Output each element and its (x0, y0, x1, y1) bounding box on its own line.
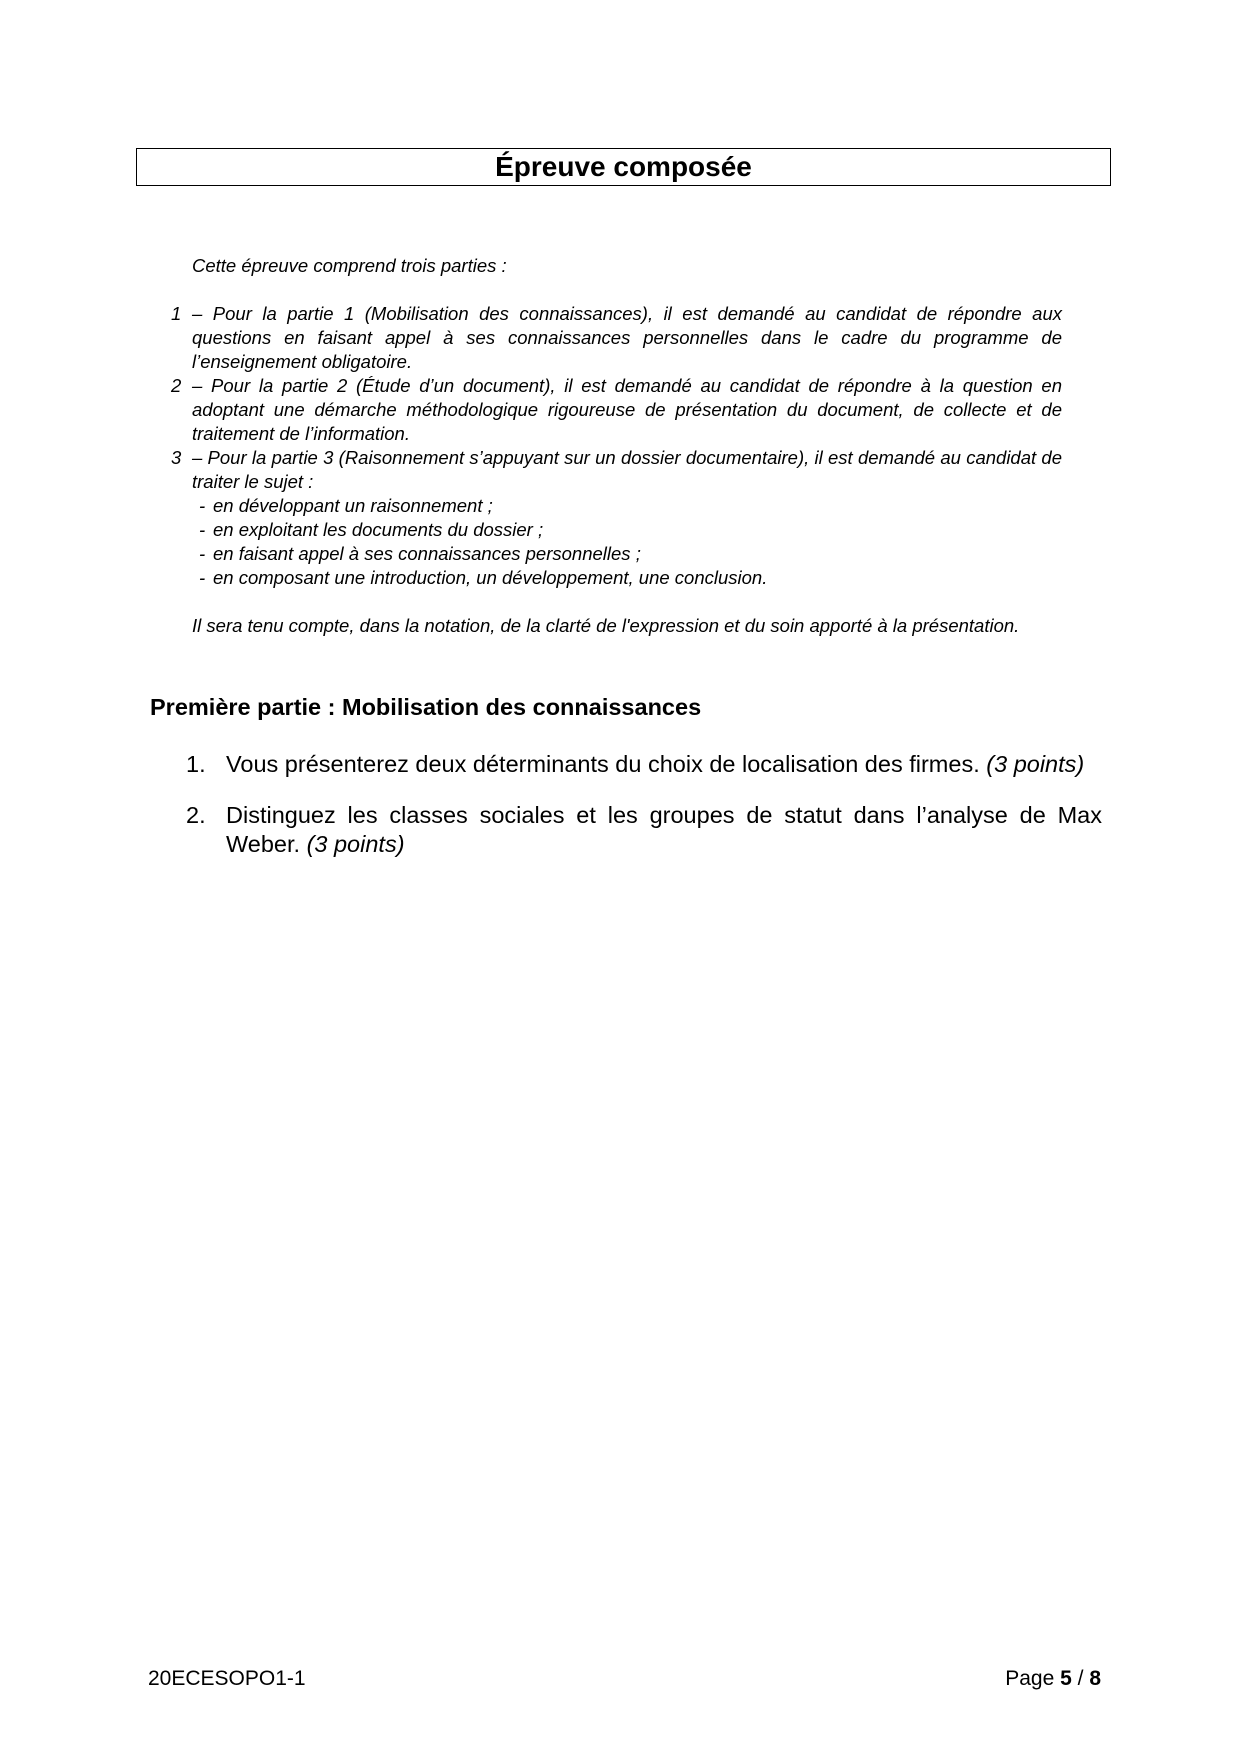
question-item (186, 750, 1102, 779)
question-number: 2. (186, 802, 206, 828)
bullet-text: en faisant appel à ses connaissances personnelles ; (213, 543, 641, 564)
bullet-text: en composant une introduction, un développement, une conclusion. (213, 567, 768, 588)
question-points: (3 points) (306, 831, 405, 857)
question-item (186, 801, 1102, 859)
question-text: Vous présenterez deux déterminants du choix de localisation des firmes. (226, 751, 980, 777)
exam-code: 20ECESOPO1-1 (148, 1667, 306, 1690)
dash-marker: - (199, 495, 206, 516)
instruction-part-number: 1 (171, 303, 182, 324)
section-heading: Première partie : Mobilisation des connaissances (150, 694, 702, 720)
page-total: 8 (1089, 1667, 1101, 1690)
list-item (171, 494, 1062, 518)
instruction-part-2 (171, 374, 1062, 446)
bullet-text: en exploitant les documents du dossier ; (213, 519, 544, 540)
instruction-part-text: – Pour la partie 3 (Raisonnement s’appuyant sur un dossier documentaire), il est demandé au candidat de traiter le sujet : (192, 447, 1062, 492)
question-list (186, 750, 1102, 881)
page-label: Page (1005, 1667, 1055, 1690)
page-number (1005, 1666, 1101, 1692)
page-title: Épreuve composée (495, 151, 752, 182)
grading-note: Il sera tenu compte, dans la notation, de la clarté de l'expression et du soin apporté à la présentation. (192, 615, 1020, 636)
instruction-part-number: 3 (171, 447, 182, 468)
question-points: (3 points) (986, 751, 1085, 777)
dash-marker: - (199, 519, 206, 540)
instruction-bullets (171, 494, 1062, 590)
instruction-part-text: – Pour la partie 2 (Étude d’un document), il est demandé au candidat de répondre à la question en adoptant une démarche méthodologique rigoureuse de présentation du document, de collecte et de traitement de l’information. (192, 375, 1062, 444)
dash-marker: - (199, 567, 206, 588)
list-item (171, 542, 1062, 566)
question-text: Distinguez les classes sociales et les groupes de statut dans l’analyse de Max Weber. (226, 802, 1102, 857)
bullet-text: en développant un raisonnement ; (213, 495, 493, 516)
instruction-part-number: 2 (171, 375, 182, 396)
dash-marker: - (199, 543, 206, 564)
list-item (171, 566, 1062, 590)
question-number: 1. (186, 751, 206, 777)
instruction-part-1 (171, 302, 1062, 374)
list-item (171, 518, 1062, 542)
instructions-intro: Cette épreuve comprend trois parties : (192, 255, 507, 276)
page-current: 5 (1060, 1667, 1072, 1690)
instruction-part-3 (171, 446, 1062, 494)
instruction-part-text: – Pour la partie 1 (Mobilisation des connaissances), il est demandé au candidat de répondre aux questions en faisant appel à ses connaissances personnelles dans le cadre du programme de l’enseignement obligatoire. (192, 303, 1062, 372)
title-box (136, 148, 1111, 186)
instructions-parts (171, 302, 1062, 590)
page-separator: / (1077, 1667, 1084, 1690)
